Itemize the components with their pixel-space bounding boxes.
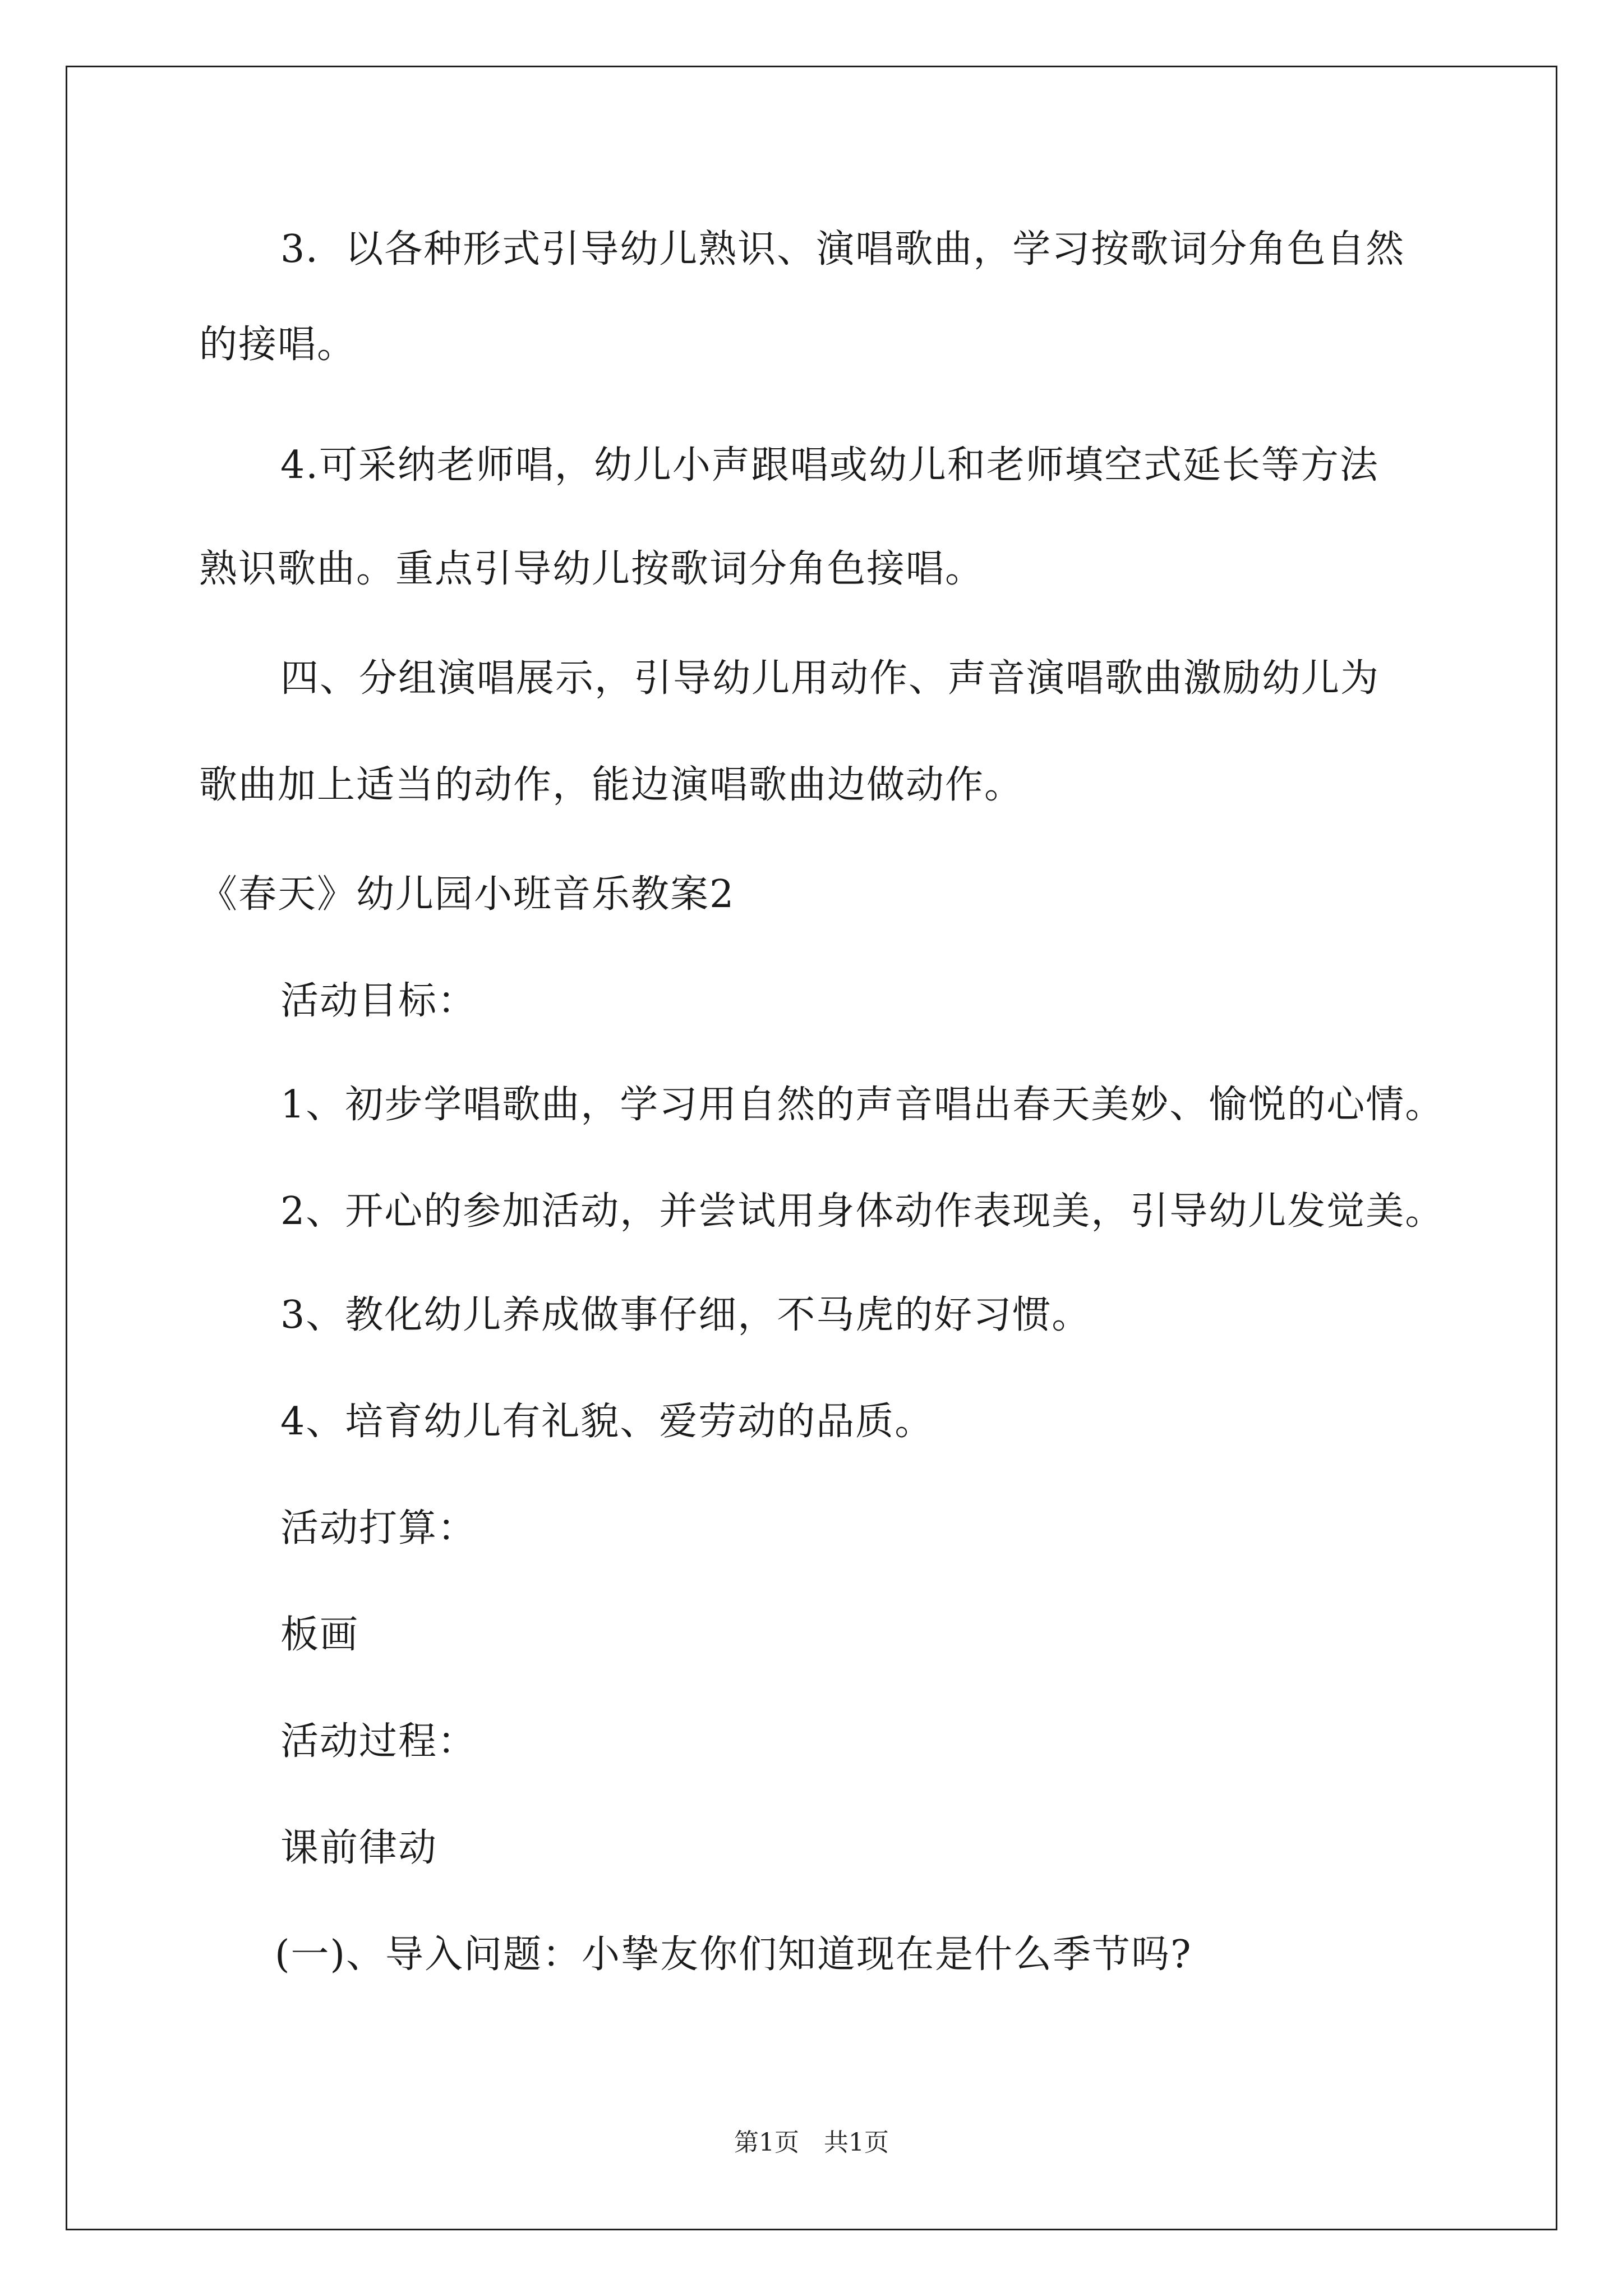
paragraph-line: 四、分组演唱展示，引导幼儿用动作、声音演唱歌曲激励幼儿为 xyxy=(280,656,1380,701)
paragraph-line: 板画 xyxy=(280,1613,359,1657)
paragraph-line: 活动目标： xyxy=(280,979,477,1023)
paragraph-line: 2、开心的参加活动，并尝试用身体动作表现美，引导幼儿发觉美。 xyxy=(280,1189,1445,1234)
page-border xyxy=(66,66,1557,2230)
paragraph-line: 3、教化幼儿养成做事仔细，不马虎的好习惯。 xyxy=(280,1293,1091,1337)
paragraph-line: (一)、导入问题：小挚友你们知道现在是什么季节吗? xyxy=(275,1932,1192,1977)
paragraph-line: 歌曲加上适当的动作，能边演唱歌曲边做动作。 xyxy=(199,763,1024,807)
paragraph-line: 4、培育幼儿有礼貌、爱劳动的品质。 xyxy=(280,1400,934,1444)
paragraph-line: 活动过程： xyxy=(280,1719,477,1764)
paragraph-line: 的接唱。 xyxy=(199,323,357,367)
section-heading: 《春天》幼儿园小班音乐教案2 xyxy=(199,872,735,917)
paragraph-line: 1、初步学唱歌曲，学习用自然的声音唱出春天美妙、愉悦的心情。 xyxy=(280,1083,1445,1127)
paragraph-line: 3．以各种形式引导幼儿熟识、演唱歌曲，学习按歌词分角色自然 xyxy=(280,227,1405,272)
paragraph-line: 课前律动 xyxy=(280,1826,438,1870)
page-footer: 第1页 共1页 xyxy=(734,2128,889,2157)
paragraph-line: 活动打算： xyxy=(280,1506,477,1550)
paragraph-line: 熟识歌曲。重点引导幼儿按歌词分角色接唱。 xyxy=(199,547,985,591)
paragraph-line: 4.可采纳老师唱，幼儿小声跟唱或幼儿和老师填空式延长等方法 xyxy=(280,443,1379,487)
